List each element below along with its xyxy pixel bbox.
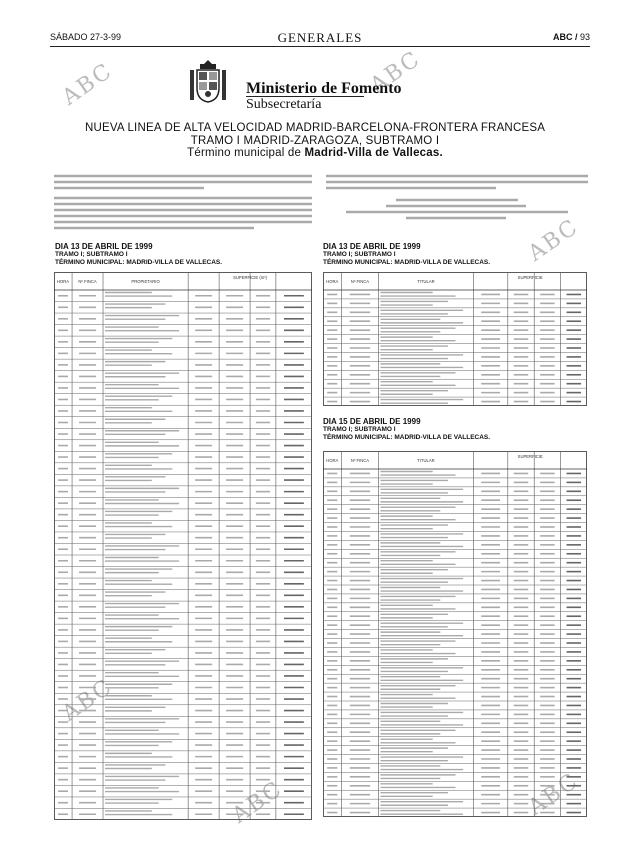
table-row bbox=[327, 328, 581, 332]
column-header: TITULAR bbox=[417, 279, 435, 284]
table-row bbox=[327, 596, 581, 600]
table-row bbox=[58, 316, 304, 320]
table-row bbox=[327, 552, 581, 556]
table-row bbox=[327, 543, 581, 547]
intro-text-block bbox=[54, 173, 312, 231]
table-row bbox=[327, 695, 581, 699]
section2-tramo: TRAMO I; SUBTRAMO I bbox=[323, 251, 396, 258]
watermark-abc: ABC bbox=[57, 58, 118, 111]
table-row bbox=[58, 454, 304, 458]
page-number: ABC / 93 bbox=[552, 32, 590, 42]
column-header: HORA bbox=[326, 458, 339, 463]
table-row bbox=[58, 488, 304, 492]
table-row bbox=[58, 477, 304, 481]
table-row bbox=[327, 346, 581, 350]
table-row bbox=[327, 570, 581, 574]
table-row bbox=[327, 739, 581, 743]
table-row bbox=[327, 766, 581, 770]
table-grid bbox=[323, 272, 587, 406]
table-row bbox=[58, 730, 304, 734]
table-row bbox=[327, 614, 581, 618]
table-row bbox=[327, 301, 581, 305]
table-row bbox=[327, 400, 581, 404]
table-row bbox=[327, 373, 581, 377]
table-row bbox=[58, 304, 304, 308]
section3-tramo: TRAMO I; SUBTRAMO I bbox=[323, 426, 396, 433]
table-row bbox=[58, 615, 304, 619]
section2-day: DIA 13 DE ABRIL DE 1999 bbox=[323, 242, 421, 251]
column-header: Nº FINCA bbox=[350, 279, 370, 284]
table-row bbox=[327, 293, 581, 297]
column-header: SUPERFICIE bbox=[517, 275, 543, 280]
table-row bbox=[58, 431, 304, 435]
table-row bbox=[58, 350, 304, 354]
page-num: 93 bbox=[579, 32, 590, 42]
table-row bbox=[58, 650, 304, 654]
table-row bbox=[58, 581, 304, 585]
column-header: Nº FINCA bbox=[350, 458, 370, 463]
table-row bbox=[327, 319, 581, 323]
table-grid bbox=[323, 451, 587, 817]
section1-term: TÉRMINO MUNICIPAL: MADRID-VILLA DE VALLECAS. bbox=[55, 259, 223, 266]
watermark-abc: ABC bbox=[365, 46, 426, 99]
headline-line2: TRAMO I MADRID-ZARAGOZA, SUBTRAMO I bbox=[190, 135, 440, 147]
table-row bbox=[58, 523, 304, 527]
watermark-abc: ABC bbox=[57, 674, 118, 727]
column-header: HORA bbox=[56, 279, 70, 284]
table-row bbox=[327, 730, 581, 734]
table-row bbox=[58, 534, 304, 538]
table-row bbox=[58, 811, 304, 815]
table-row bbox=[58, 293, 304, 297]
table-row bbox=[327, 659, 581, 663]
table-row bbox=[327, 811, 581, 815]
table-row bbox=[327, 489, 581, 493]
section3-day: DIA 15 DE ABRIL DE 1999 bbox=[323, 417, 421, 426]
column-header: SUPERFICIE bbox=[517, 454, 543, 459]
headline-line3 bbox=[55, 147, 575, 159]
section1-table bbox=[54, 272, 312, 825]
table-row bbox=[58, 742, 304, 746]
table-row bbox=[327, 382, 581, 386]
table-grid bbox=[54, 272, 312, 820]
table-row bbox=[58, 627, 304, 631]
section1-tramo: TRAMO I; SUBTRAMO I bbox=[55, 251, 128, 258]
table-row bbox=[58, 788, 304, 792]
table-row bbox=[327, 579, 581, 583]
table-row bbox=[327, 748, 581, 752]
column-header: Nº FINCA bbox=[78, 279, 97, 284]
table-row bbox=[327, 793, 581, 797]
table-row bbox=[58, 661, 304, 665]
table-row bbox=[58, 696, 304, 700]
table-row bbox=[327, 391, 581, 395]
table-row bbox=[327, 337, 581, 341]
headline-line3-bold: Madrid-Villa de Vallecas. bbox=[304, 147, 443, 159]
table-row bbox=[58, 327, 304, 331]
table-row bbox=[327, 516, 581, 520]
table-row bbox=[58, 569, 304, 573]
table-row bbox=[327, 802, 581, 806]
table-row bbox=[58, 684, 304, 688]
table-row bbox=[58, 799, 304, 803]
section2-term: TÉRMINO MUNICIPAL: MADRID-VILLA DE VALLECAS. bbox=[323, 259, 491, 266]
table-row bbox=[327, 757, 581, 761]
table-row bbox=[327, 641, 581, 645]
table-row bbox=[327, 605, 581, 609]
notice-text-block bbox=[326, 173, 588, 235]
table-row bbox=[327, 588, 581, 592]
section3-term: TÉRMINO MUNICIPAL: MADRID-VILLA DE VALLECAS. bbox=[323, 434, 491, 441]
table-row bbox=[58, 373, 304, 377]
headline-line3-prefix: Término municipal de bbox=[187, 147, 305, 159]
table-row bbox=[327, 650, 581, 654]
table-row bbox=[327, 712, 581, 716]
section2-table bbox=[323, 272, 587, 411]
table-row bbox=[58, 546, 304, 550]
table-row bbox=[58, 511, 304, 515]
table-row bbox=[58, 558, 304, 562]
table-row bbox=[58, 385, 304, 389]
page-header bbox=[50, 30, 590, 47]
table-row bbox=[58, 638, 304, 642]
table-row bbox=[327, 632, 581, 636]
table-row bbox=[58, 753, 304, 757]
watermark-abc: ABC bbox=[523, 214, 584, 267]
section3-table bbox=[323, 451, 587, 822]
column-header: HORA bbox=[326, 279, 339, 284]
table-row bbox=[327, 561, 581, 565]
table-row bbox=[327, 623, 581, 627]
table-row bbox=[327, 534, 581, 538]
watermark-abc: ABC bbox=[523, 768, 584, 821]
table-row bbox=[327, 686, 581, 690]
table-row bbox=[58, 707, 304, 711]
table-row bbox=[58, 765, 304, 769]
page-brand: ABC bbox=[552, 32, 573, 42]
table-row bbox=[327, 525, 581, 529]
table-row bbox=[58, 362, 304, 366]
issue-date: SÁBADO 27-3-99 bbox=[50, 32, 122, 42]
headline-line1: NUEVA LINEA DE ALTA VELOCIDAD MADRID-BARCELONA-FRONTERA FRANCESA bbox=[84, 122, 546, 134]
table-row bbox=[327, 677, 581, 681]
table-row bbox=[58, 408, 304, 412]
table-row bbox=[58, 465, 304, 469]
table-row bbox=[58, 442, 304, 446]
ministry-name: Ministerio de Fomento bbox=[246, 80, 402, 97]
table-row bbox=[327, 355, 581, 359]
ministry-subsection: Subsecretaría bbox=[246, 97, 322, 112]
table-row bbox=[58, 673, 304, 677]
table-row bbox=[327, 498, 581, 502]
table-row bbox=[327, 784, 581, 788]
table-row bbox=[327, 704, 581, 708]
column-header: PROPIETARIO bbox=[131, 279, 160, 284]
coat-of-arms-icon bbox=[188, 58, 228, 106]
section1-day: DIA 13 DE ABRIL DE 1999 bbox=[55, 242, 153, 251]
table-row bbox=[327, 472, 581, 476]
table-row bbox=[327, 507, 581, 511]
section-title: GENERALES bbox=[277, 30, 363, 45]
table-row bbox=[58, 500, 304, 504]
table-row bbox=[58, 776, 304, 780]
table-row bbox=[327, 721, 581, 725]
table-row bbox=[327, 668, 581, 672]
column-header: SUPERFICIE (m²) bbox=[233, 275, 268, 280]
table-row bbox=[58, 719, 304, 723]
table-row bbox=[327, 364, 581, 368]
table-row bbox=[327, 480, 581, 484]
table-row bbox=[327, 310, 581, 314]
watermark-abc: ABC bbox=[227, 776, 288, 829]
table-row bbox=[58, 396, 304, 400]
table-row bbox=[58, 339, 304, 343]
table-row bbox=[58, 604, 304, 608]
table-row bbox=[327, 775, 581, 779]
table-row bbox=[58, 592, 304, 596]
column-header: TITULAR bbox=[417, 458, 435, 463]
table-row bbox=[58, 419, 304, 423]
